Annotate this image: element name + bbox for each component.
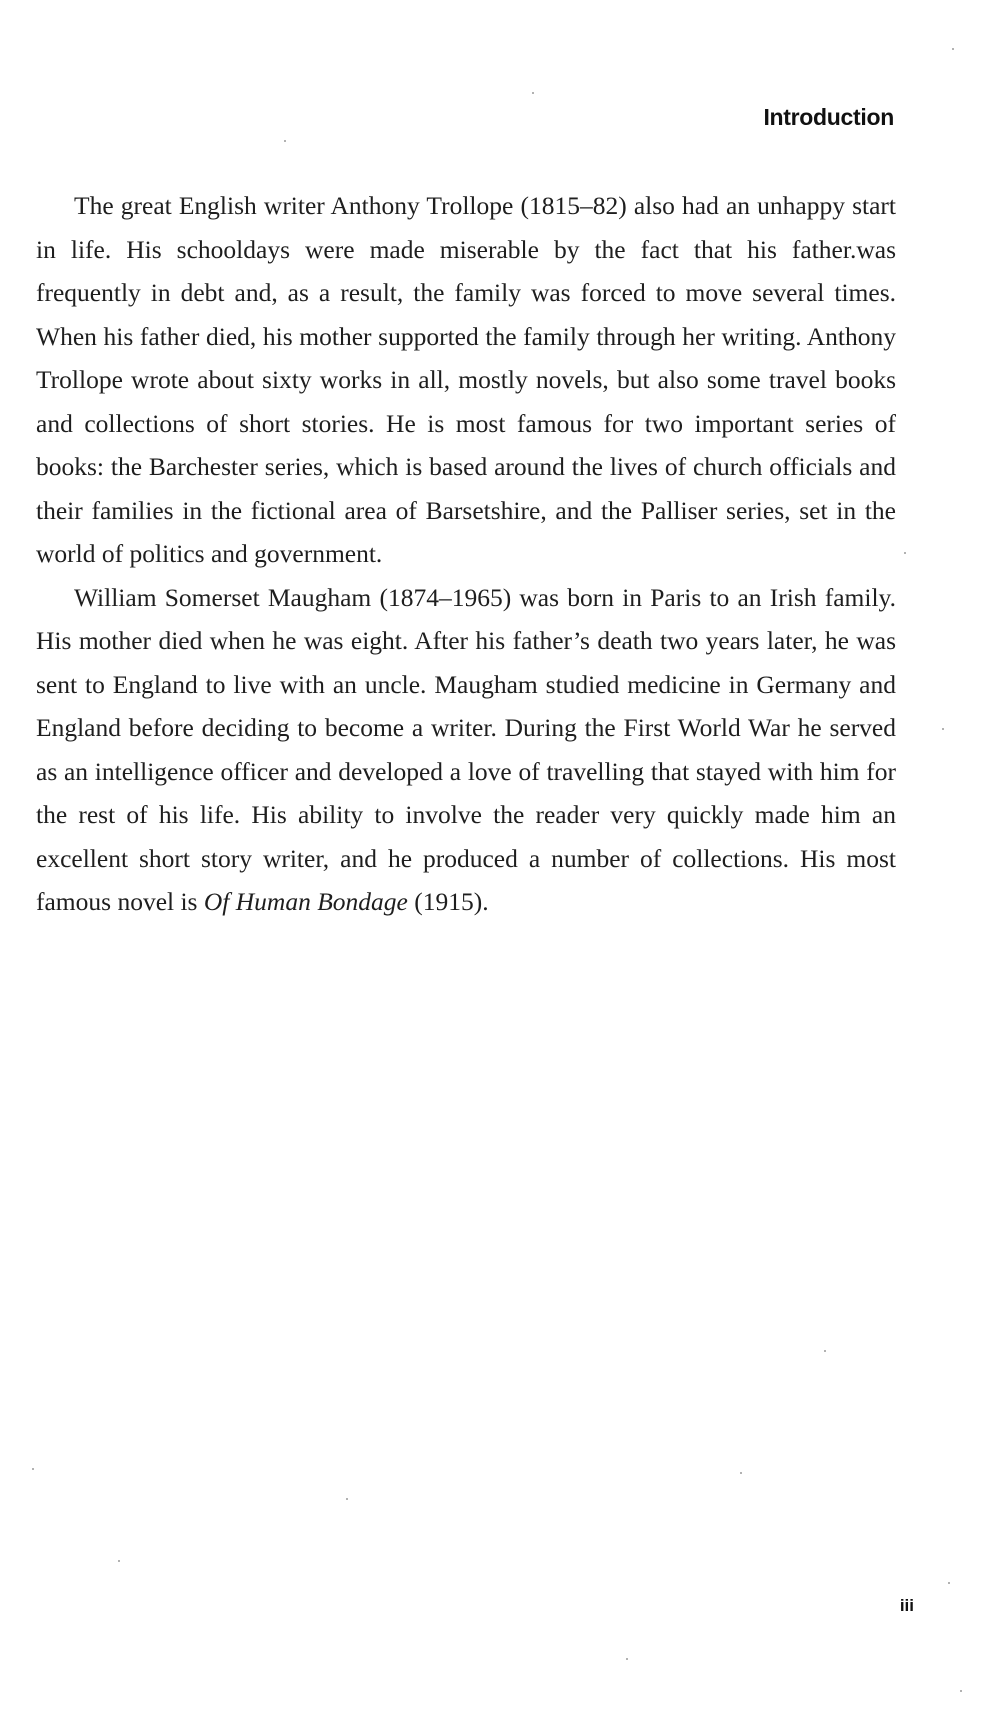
scan-speck	[948, 1582, 950, 1584]
body-text	[36, 184, 896, 924]
paragraph-maugham-end: (1915).	[407, 887, 489, 916]
scan-speck	[284, 140, 286, 142]
running-head: Introduction	[763, 104, 894, 130]
scan-speck	[942, 728, 944, 730]
scan-speck	[960, 1690, 962, 1692]
scan-speck	[952, 48, 954, 50]
scan-speck	[532, 92, 534, 94]
scan-speck	[32, 1468, 34, 1470]
paragraph-maugham-text: William Somerset Maugham (1874–1965) was born in Paris to an Irish family. His mother died when he was eight. After his father’s death two years later, he was sent to England to live with an uncle. Maugham studied medicine in Germany and England before deciding to become a writer. During the First World War he served as an intelligence officer and developed a love of travelling that stayed with him for the rest of his life. His ability to involve the reader very quickly made him an excellent short story writer, and he produced a number of collections. His most famous novel is	[36, 582, 896, 916]
scan-speck	[824, 1350, 826, 1352]
book-title: Of Human Bondage	[203, 887, 408, 916]
scan-speck	[626, 1658, 628, 1660]
scan-speck	[904, 552, 906, 554]
paragraph-maugham	[36, 576, 896, 924]
scan-speck	[346, 1498, 348, 1500]
scan-speck	[118, 1560, 120, 1562]
page-number: iii	[899, 1596, 914, 1615]
scan-speck	[740, 1472, 742, 1474]
paragraph-trollope: The great English writer Anthony Trollope (1815–82) also had an unhappy start in life. His schooldays were made miserable by the fact that his father.was frequently in debt and, as a result, the family was forced to move several times. When his father died, his mother supported the family through her writing. Anthony Trollope wrote about sixty works in all, mostly novels, but also some travel books and collections of short stories. He is most famous for two important series of books: the Barchester series, which is based around the lives of church officials and their families in the fictional area of Barsetshire, and the Palliser series, set in the world of politics and government.	[36, 191, 896, 568]
